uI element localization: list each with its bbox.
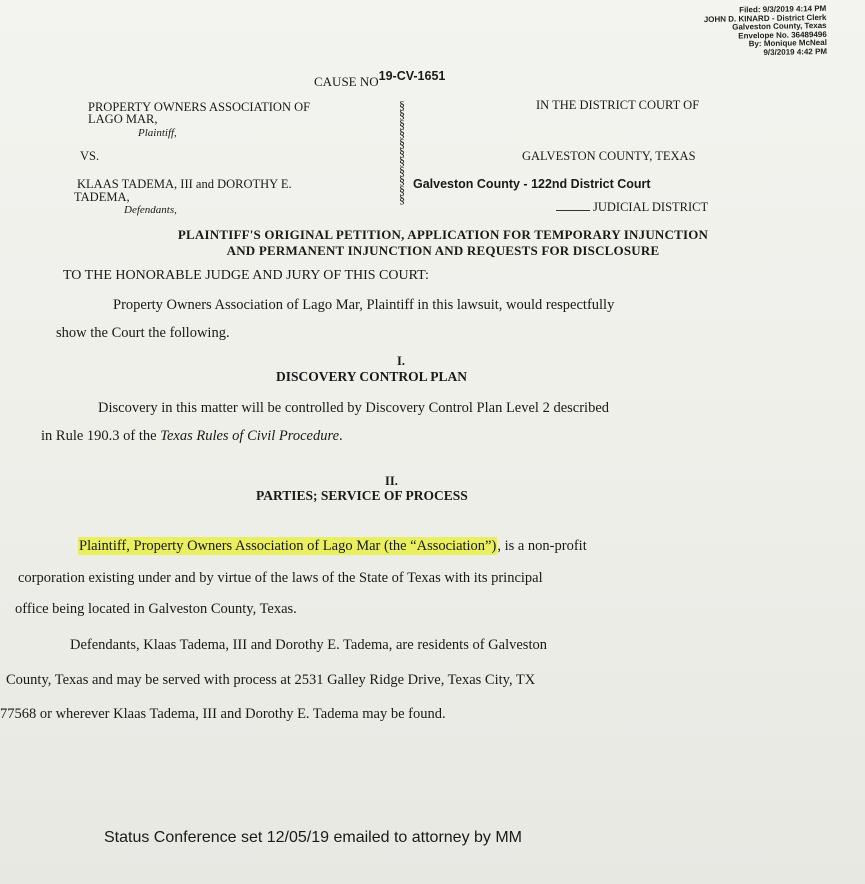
status-conference-note: Status Conference set 12/05/19 emailed to attorney by MM (104, 829, 523, 846)
period: . (339, 428, 343, 444)
defendant-role: Defendants, (124, 204, 177, 216)
document-title-line1: PLAINTIFF'S ORIGINAL PETITION, APPLICATION FOR TEMPORARY INJUNCTION (177, 227, 709, 242)
stamp-line: JOHN D. KINARD - District Clerk (704, 12, 827, 24)
versus: VS. (80, 149, 100, 163)
section2-number: II. (385, 474, 398, 488)
court-line1: IN THE DISTRICT COURT OF (536, 98, 700, 112)
stamp-line: By: Monique McNeal (748, 37, 828, 49)
blank-line (556, 201, 590, 211)
cause-number: 19-CV-1651 (378, 69, 446, 83)
section-marks: § § § § § § § § § § § (399, 98, 405, 207)
cause-number-line (314, 69, 446, 90)
defendant-name-line1: KLAAS TADEMA, III and DOROTHY E. (77, 177, 292, 191)
salutation: TO THE HONORABLE JUDGE AND JURY OF THIS COURT: (63, 268, 429, 283)
judicial-district-label: JUDICIAL DISTRICT (593, 200, 709, 214)
section2-p1-line3: office being located in Galveston County, Texas. (15, 601, 297, 617)
plaintiff-role: Plaintiff, (138, 127, 177, 139)
highlighted-text: Plaintiff, Property Owners Association of Lago Mar (the “Association”) (79, 538, 497, 554)
court-stamp: Galveston County - 122nd District Court (413, 177, 651, 191)
stamp-line: Envelope No. 36489496 (738, 29, 828, 40)
section1-number: I. (397, 354, 405, 368)
section2-p2-line3: 77568 or wherever Klaas Tadema, III and Dorothy E. Tadema may be found. (0, 706, 446, 722)
section2-p1-line2: corporation existing under and by virtue of the laws of the State of Texas with its principal (18, 570, 543, 586)
plaintiff-name-line2: LAGO MAR, (88, 112, 158, 126)
court-line2: GALVESTON COUNTY, TEXAS (522, 149, 696, 163)
section1-line1: Discovery in this matter will be controlled by Discovery Control Plan Level 2 described (98, 400, 610, 416)
stamp-line: Galveston County, Texas (732, 20, 827, 32)
intro-line1: Property Owners Association of Lago Mar, Plaintiff in this lawsuit, would respectfully (113, 297, 615, 313)
document-title (88, 227, 798, 259)
section1-heading: DISCOVERY CONTROL PLAN (276, 369, 468, 384)
section2-p1-line1 (78, 538, 587, 555)
section2-p2-line2: County, Texas and may be served with process at 2531 Galley Ridge Drive, Texas City, TX (6, 672, 536, 688)
stamp-line: 9/3/2019 4:42 PM (763, 46, 828, 57)
rules-title: Texas Rules of Civil Procedure (160, 428, 340, 444)
section2-p2-line1: Defendants, Klaas Tadema, III and Dorothy E. Tadema, are residents of Galveston (70, 637, 547, 653)
defendant-name-line2: TADEMA, (74, 190, 130, 204)
filing-stamp (704, 5, 828, 58)
stamp-line: Filed: 9/3/2019 4:14 PM (739, 3, 827, 15)
plaintiff-name-line1: PROPERTY OWNERS ASSOCIATION OF (88, 100, 311, 114)
intro-line2: show the Court the following. (56, 325, 230, 341)
p1-rest: , is a non-profit (497, 538, 587, 554)
rule-ref: in Rule 190.3 of the (41, 428, 161, 444)
section2-heading: PARTIES; SERVICE OF PROCESS (256, 488, 468, 503)
document-title-line2: AND PERMANENT INJUNCTION AND REQUESTS FOR DISCLOSURE (226, 243, 660, 258)
cause-label: CAUSE NO (314, 74, 379, 89)
court-line3 (556, 201, 708, 214)
section1-line2 (41, 428, 343, 445)
